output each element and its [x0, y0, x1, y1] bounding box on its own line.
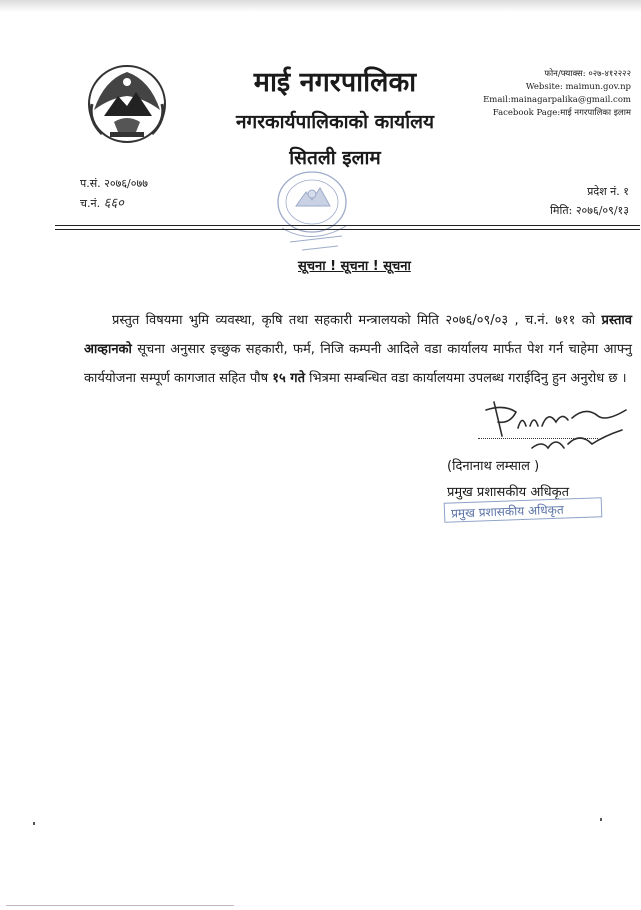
office-stamp: [262, 166, 372, 254]
header-divider: [55, 225, 640, 226]
contact-phone: फोन/फ्याक्स: ०२७-४१२२२२: [544, 69, 631, 79]
dispatch-number-value: ६६०: [103, 196, 124, 211]
scan-speck: [600, 818, 602, 821]
contact-email: Email:mainagarpalika@gmail.com: [483, 95, 631, 105]
notice-text-3: भित्रमा सम्बन्धित वडा कार्यालयमा उपलब्ध गराईदिनु हुन अनुरोध छ ।: [305, 371, 627, 386]
dispatch-number: [80, 194, 148, 214]
scan-speck: [33, 822, 35, 825]
letter-number: प.सं. २०७६/०७७: [80, 177, 148, 190]
scan-top-shadow: [0, 0, 641, 12]
notice-emphasis-deadline: १५ गते: [272, 371, 306, 386]
notice-text-2: सूचना अनुसार इच्छुक सहकारी, फर्म, निजि कम्पनी आदिले वडा कार्यालय मार्फत पेश गर्न चाहेमा आफ्नु कार्ययोजना सम्पूर्ण कागजात सहित पौष: [84, 342, 632, 386]
dispatch-number-label: च.नं.: [80, 197, 101, 210]
designation-seal: प्रमुख प्रशासकीय अधिकृत: [444, 497, 603, 523]
contact-website: Website: maimun.gov.np: [525, 82, 631, 92]
notice-title: सूचना ! सूचना ! सूचना: [298, 259, 411, 274]
header-divider-secondary: [55, 229, 640, 230]
notice-paragraph: [84, 306, 632, 393]
signature-dotted-line: [478, 438, 598, 439]
reference-block: [80, 174, 148, 214]
office-location: सितली इलाम: [289, 147, 381, 169]
contact-block: [483, 68, 631, 120]
notice-text-1: प्रस्तुत विषयमा भुमि व्यवस्था, कृषि तथा सहकारी मन्त्रालयको मिति २०७६/०९/०३ , च.नं. ७११ को: [112, 313, 602, 328]
province-number: प्रदेश नं. १: [587, 185, 629, 198]
notice-body: [84, 306, 632, 393]
nepal-emblem-logo: [84, 60, 170, 146]
letter-date: मिति: २०७६/०९/१३: [550, 204, 629, 217]
handwritten-signature: [476, 392, 636, 454]
signatory-name: (दिनानाथ लम्साल ): [447, 459, 540, 474]
office-name: नगरकार्यपालिकाको कार्यालय: [235, 111, 435, 133]
contact-facebook: Facebook Page:माई नगरपालिका इलाम: [492, 108, 631, 118]
municipality-name: माई नगरपालिका: [253, 67, 417, 98]
scan-bottom-edge: [6, 905, 234, 906]
signatory-title: प्रमुख प्रशासकीय अधिकृत: [447, 485, 570, 500]
notice-emphasis-proposal: प्रस्ताव आव्हानको: [84, 313, 632, 357]
